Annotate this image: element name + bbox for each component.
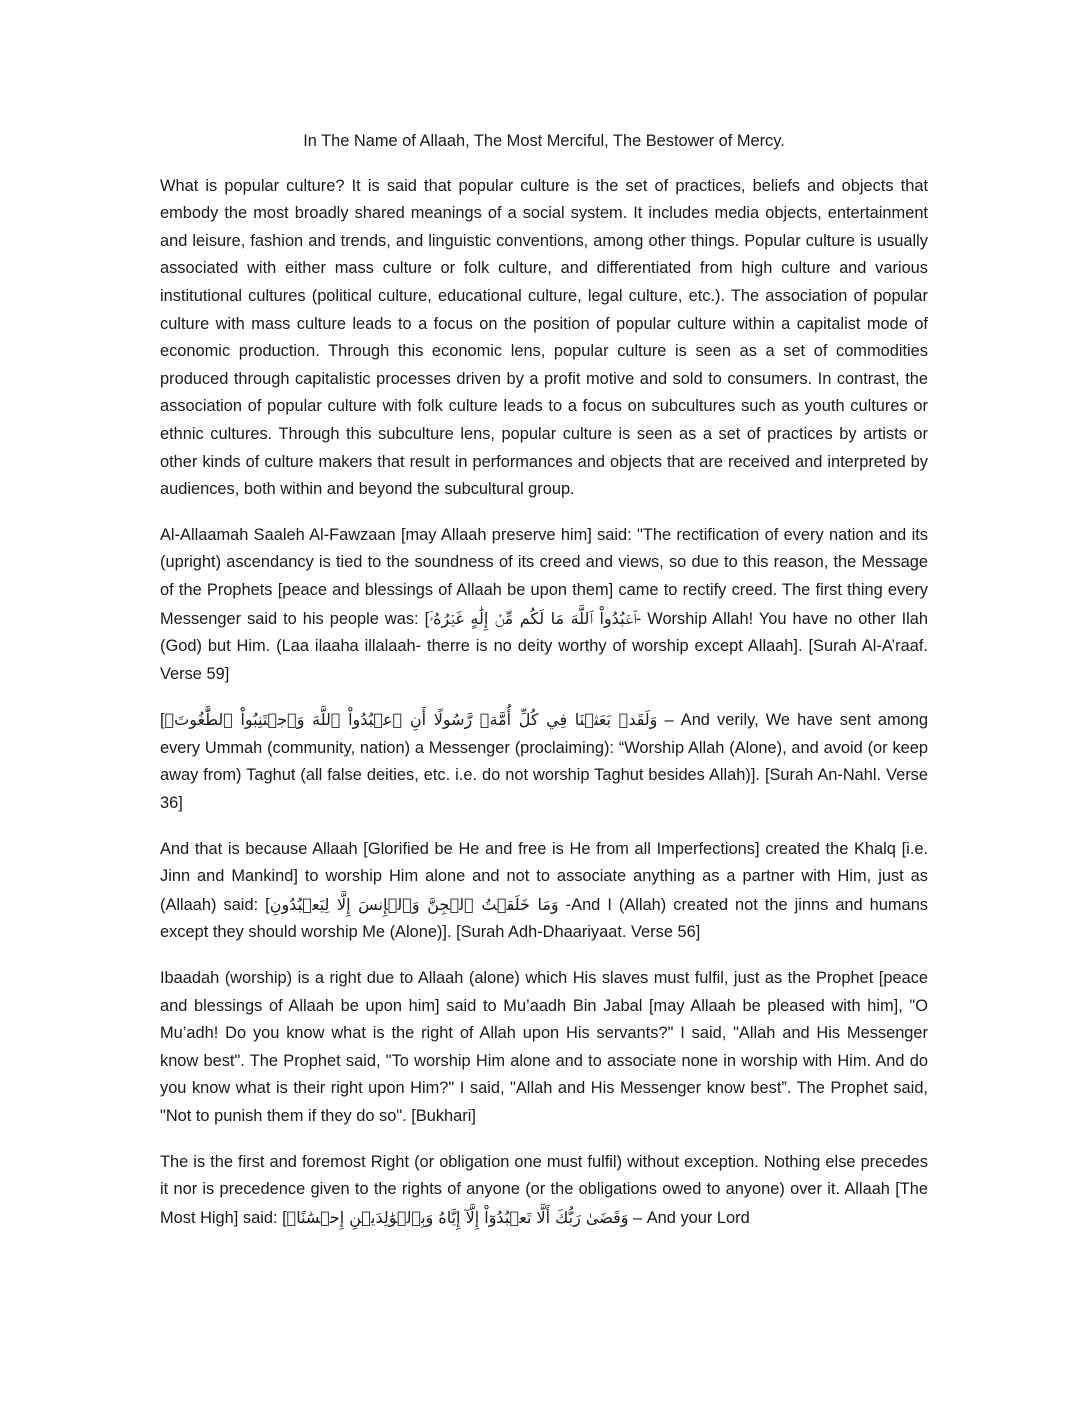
arabic-verse-dhaariyaat: وَمَا خَلَقۡتُ ٱلۡجِنَّ وَٱلۡإِنسَ إِلَّا لِيَعۡبُدُونِ (269, 894, 559, 914)
paragraph-creation-purpose (160, 836, 928, 947)
verse-bracket: [ (160, 711, 165, 730)
paragraph-nahl-verse (160, 706, 928, 817)
paragraph-fawzaan-quote (160, 522, 928, 689)
quote-text-after: - Worship Allah! You have no other Ilah (God) but Him. (Laa ilaaha illalaah- therre is no deity worthy of worship except Allaah]. [Surah Al-A’raaf. Verse 59] (160, 609, 929, 683)
arabic-verse-nahl: وَلَقَدۡ بَعَثۡنَا فِي كُلِّ أُمَّةٖ رَّسُولًا أَنِ ٱعۡبُدُواْ ٱللَّهَ وَٱجۡتَنِبُواْ ٱلطَّٰغُوتَۖ (164, 710, 658, 730)
arabic-verse-isra: وَقَضَىٰ رَبُّكَ أَلَّا تَعۡبُدُوٓاْ إِلَّآ إِيَّاهُ وَبِٱلۡوَٰلِدَيۡنِ إِحۡسَٰنًاۚ (286, 1207, 629, 1227)
paragraph-foremost-right (160, 1149, 928, 1233)
arabic-verse-araaf: ٱعۡبُدُواْ ٱللَّهَ مَا لَكُم مِّنۡ إِلَٰهٍ غَيۡرُهُۥٓ (429, 608, 636, 628)
verse-translation: – And verily, We have sent among every Ummah (community, nation) a Messenger (proclaiming): “Worship Allah (Alone), and avoid (or keep away from) Taghut (all false deities, etc. i.e. do not worship Taghut besides Allah)]. [Surah An-Nahl. Verse 36] (160, 711, 929, 813)
paragraph-ibaadah-hadith: Ibaadah (worship) is a right due to Allaah (alone) which His slaves must fulfil, just as the Prophet [peace and blessings of Allaah be upon him] said to Mu’aadh Bin Jabal [may Allaah be pleased with him], "O Mu’adh! Do you know what is the right of Allah upon His servants?" I said, "Allah and His Messenger know best". The Prophet said, "To worship Him alone and to associate none in worship with Him. And do you know what is their right upon Him?" I said, "Allah and His Messenger know best”. The Prophet said, "Not to punish them if they do so". [Bukhari] (160, 969, 928, 1125)
creation-text-after: -And I (Allah) created not the jinns and humans except they should worship Me (Alone)]. [Surah Adh-Dhaariyaat. Verse 56] (160, 895, 928, 942)
right-text-after: – And your Lord (628, 1208, 750, 1227)
right-text-before: The is the first and foremost Right (or obligation one must fulfil) without exception. Nothing else precedes it nor is precedence given to the rights of anyone (or the obligations owed to anyone) over it. Allaah [The Most High] said: [ (160, 1152, 928, 1227)
document-page (160, 128, 928, 1250)
paragraph-popular-culture: What is popular culture? It is said that popular culture is the set of practices, beliefs and objects that embody the most broadly shared meanings of a social system. It includes media objects, entertainment and leisure, fashion and trends, and linguistic conventions, among other things. Popular culture is usually associated with either mass culture or folk culture, and differentiated from high culture and various institutional cultures (political culture, educational culture, legal culture, etc.). The association of popular culture with mass culture leads to a focus on the position of popular culture within a capitalist mode of economic production. Through this economic lens, popular culture is seen as a set of commodities produced through capitalistic processes driven by a profit motive and sold to consumers. In contrast, the association of popular culture with folk culture leads to a focus on subcultures such as youth cultures or ethnic cultures. Through this subculture lens, popular culture is seen as a set of practices by artists or other kinds of culture makers that result in performances and objects that are received and interpreted by audiences, both within and beyond the subcultural group. (160, 176, 928, 499)
quote-text-before: Al-Allaamah Saaleh Al-Fawzaan [may Allaah preserve him] said: "The rectification of every nation and its (upright) ascendancy is tied to the soundness of its creed and views, so due to this reason, the Message of the Prophets [peace and blessings of Allaah be upon them] came to rectify creed. The first thing every Messenger said to his people was: [ (160, 525, 928, 628)
basmala-heading: In The Name of Allaah, The Most Merciful, The Bestower of Mercy. (303, 132, 785, 150)
creation-text-before: And that is because Allaah [Glorified be He and free is He from all Imperfections] created the Khalq [i.e. Jinn and Mankind] to worship Him alone and not to associate anything as a partner with Him, just as (Allaah) said: [ (160, 839, 928, 914)
